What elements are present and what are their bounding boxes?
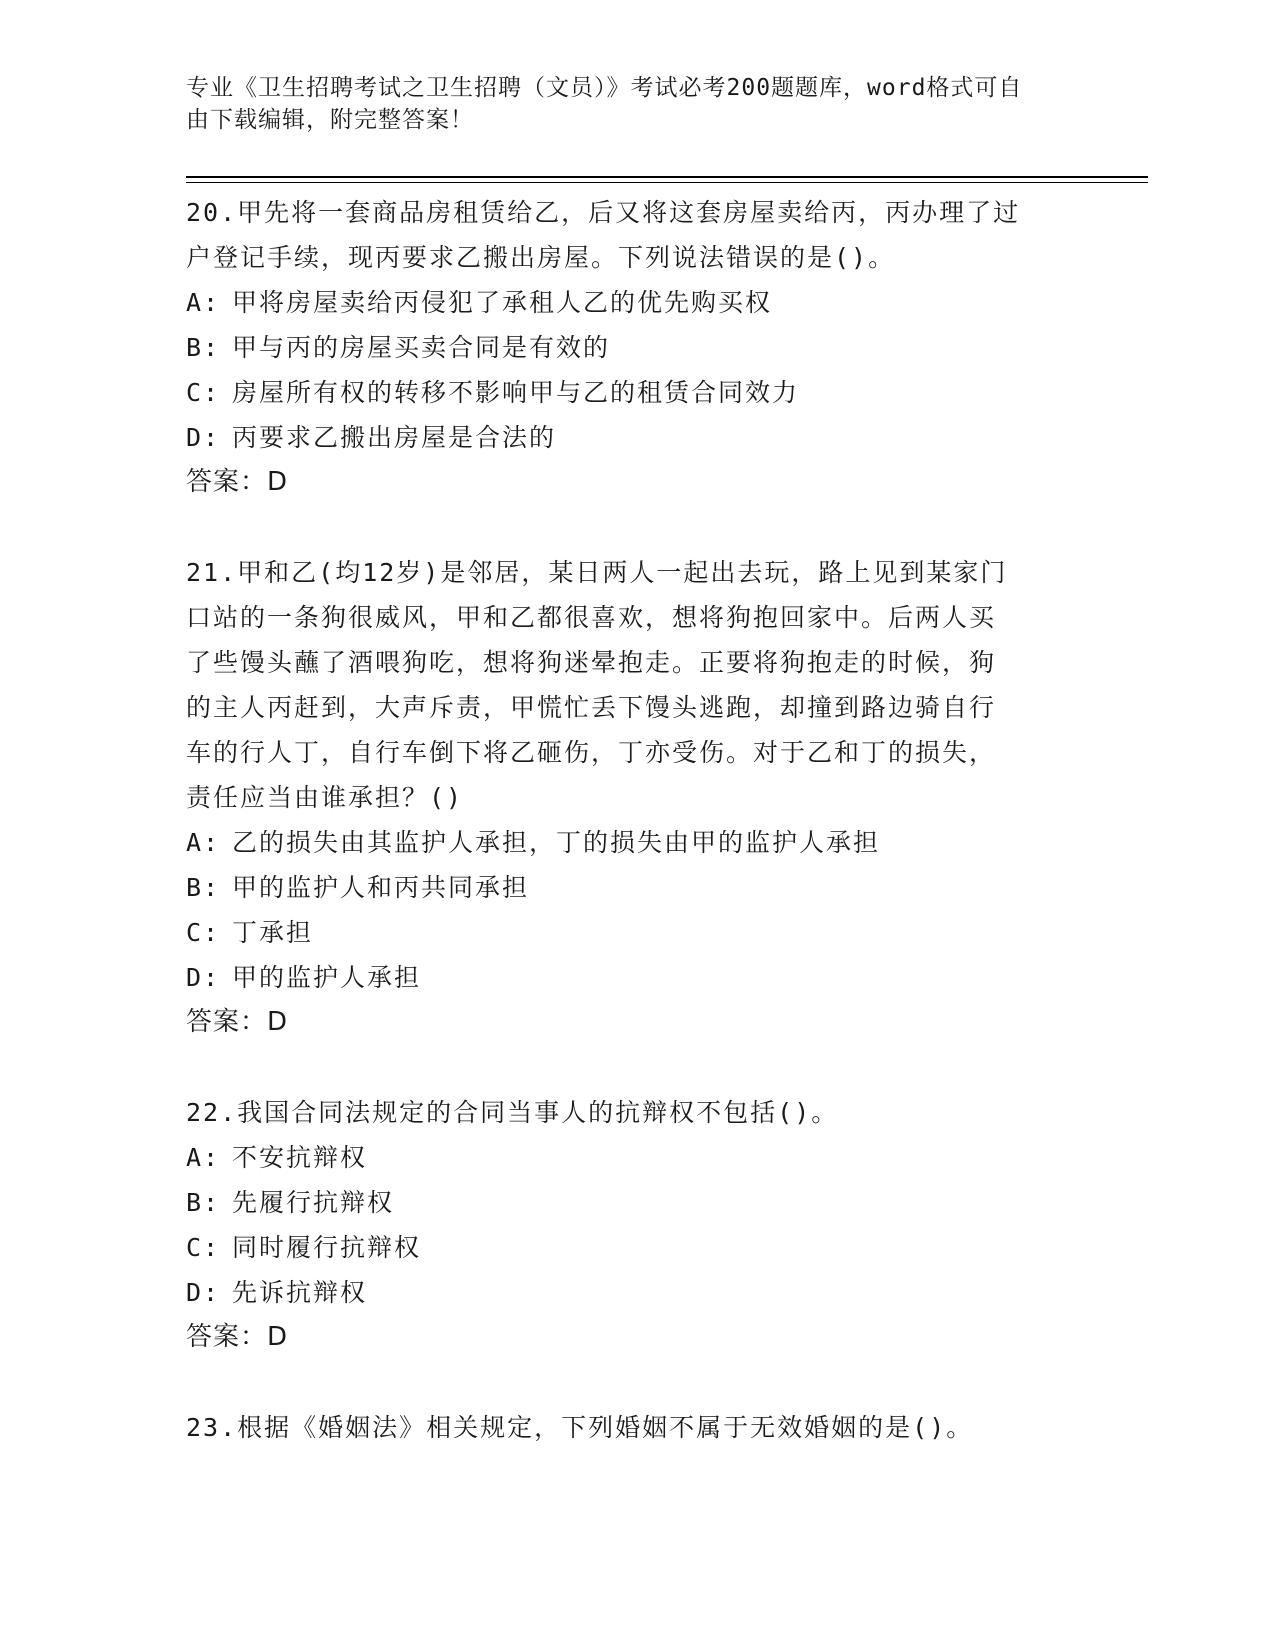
answer-line: 答案：D <box>186 467 289 497</box>
option-text: 丁承担 <box>232 918 314 947</box>
option-text: 先履行抗辩权 <box>232 1188 395 1217</box>
option-b <box>186 1180 1066 1225</box>
option-letter: C: <box>186 918 221 947</box>
option-letter: D: <box>186 963 221 992</box>
option-letter: A: <box>186 288 221 317</box>
option-d <box>186 1270 1066 1315</box>
option-letter: A: <box>186 1143 221 1172</box>
question-stem-line: 20.甲先将一套商品房租赁给乙，后又将这套房屋卖给丙，丙办理了过 <box>186 198 1021 227</box>
question-spacer <box>186 505 1066 550</box>
question-stem-line: 了些馒头蘸了酒喂狗吃，想将狗迷晕抱走。正要将狗抱走的时候，狗 <box>186 648 997 677</box>
option-a <box>186 280 1066 325</box>
option-letter: A: <box>186 828 221 857</box>
question-stem-line: 车的行人丁，自行车倒下将乙砸伤，丁亦受伤。对于乙和丁的损失， <box>186 738 997 767</box>
question-stem-line: 的主人丙赶到，大声斥责，甲慌忙丢下馒头逃跑，却撞到路边骑自行 <box>186 693 997 722</box>
option-letter: C: <box>186 1233 221 1262</box>
option-text: 先诉抗辩权 <box>232 1278 368 1307</box>
option-d <box>186 955 1066 1000</box>
header-line-2: 由下载编辑，附完整答案！ <box>186 107 474 133</box>
header-divider-thick <box>186 176 1148 178</box>
question-23 <box>186 1405 1066 1450</box>
option-c <box>186 370 1066 415</box>
option-d <box>186 415 1066 460</box>
header-line-1: 专业《卫生招聘考试之卫生招聘（文员）》考试必考200题题库，word格式可自 <box>186 75 1023 101</box>
option-text: 甲与丙的房屋买卖合同是有效的 <box>232 333 611 362</box>
header-divider-thin <box>186 182 1148 183</box>
option-text: 不安抗辩权 <box>232 1143 368 1172</box>
question-list <box>186 190 1066 1450</box>
answer-line: 答案：D <box>186 1322 289 1352</box>
question-stem-line: 口站的一条狗很威风，甲和乙都很喜欢，想将狗抱回家中。后两人买 <box>186 603 997 632</box>
question-stem-line: 责任应当由谁承担？() <box>186 783 464 812</box>
option-text: 房屋所有权的转移不影响甲与乙的租赁合同效力 <box>232 378 800 407</box>
question-spacer <box>186 1360 1066 1405</box>
question-22 <box>186 1090 1066 1360</box>
option-b <box>186 325 1066 370</box>
option-text: 同时履行抗辩权 <box>232 1233 422 1262</box>
question-spacer <box>186 1045 1066 1090</box>
question-stem-line: 21.甲和乙(均12岁)是邻居，某日两人一起出去玩，路上见到某家门 <box>186 558 1008 587</box>
document-header <box>186 72 1066 136</box>
question-20 <box>186 190 1066 505</box>
option-b <box>186 865 1066 910</box>
option-letter: D: <box>186 1278 221 1307</box>
option-c <box>186 1225 1066 1270</box>
option-c <box>186 910 1066 955</box>
answer-line: 答案：D <box>186 1007 289 1037</box>
question-stem-line: 23.根据《婚姻法》相关规定，下列婚姻不属于无效婚姻的是()。 <box>186 1413 974 1442</box>
option-text: 丙要求乙搬出房屋是合法的 <box>232 423 557 452</box>
option-text: 甲的监护人和丙共同承担 <box>232 873 530 902</box>
option-letter: D: <box>186 423 221 452</box>
option-letter: B: <box>186 1188 221 1217</box>
option-text: 甲将房屋卖给丙侵犯了承租人乙的优先购买权 <box>232 288 773 317</box>
option-a <box>186 1135 1066 1180</box>
question-21 <box>186 550 1066 1045</box>
option-letter: C: <box>186 378 221 407</box>
option-letter: B: <box>186 333 221 362</box>
question-stem-line: 户登记手续，现丙要求乙搬出房屋。下列说法错误的是()。 <box>186 243 896 272</box>
option-text: 乙的损失由其监护人承担，丁的损失由甲的监护人承担 <box>232 828 881 857</box>
option-text: 甲的监护人承担 <box>232 963 422 992</box>
option-letter: B: <box>186 873 221 902</box>
question-stem-line: 22.我国合同法规定的合同当事人的抗辩权不包括()。 <box>186 1098 839 1127</box>
option-a <box>186 820 1066 865</box>
